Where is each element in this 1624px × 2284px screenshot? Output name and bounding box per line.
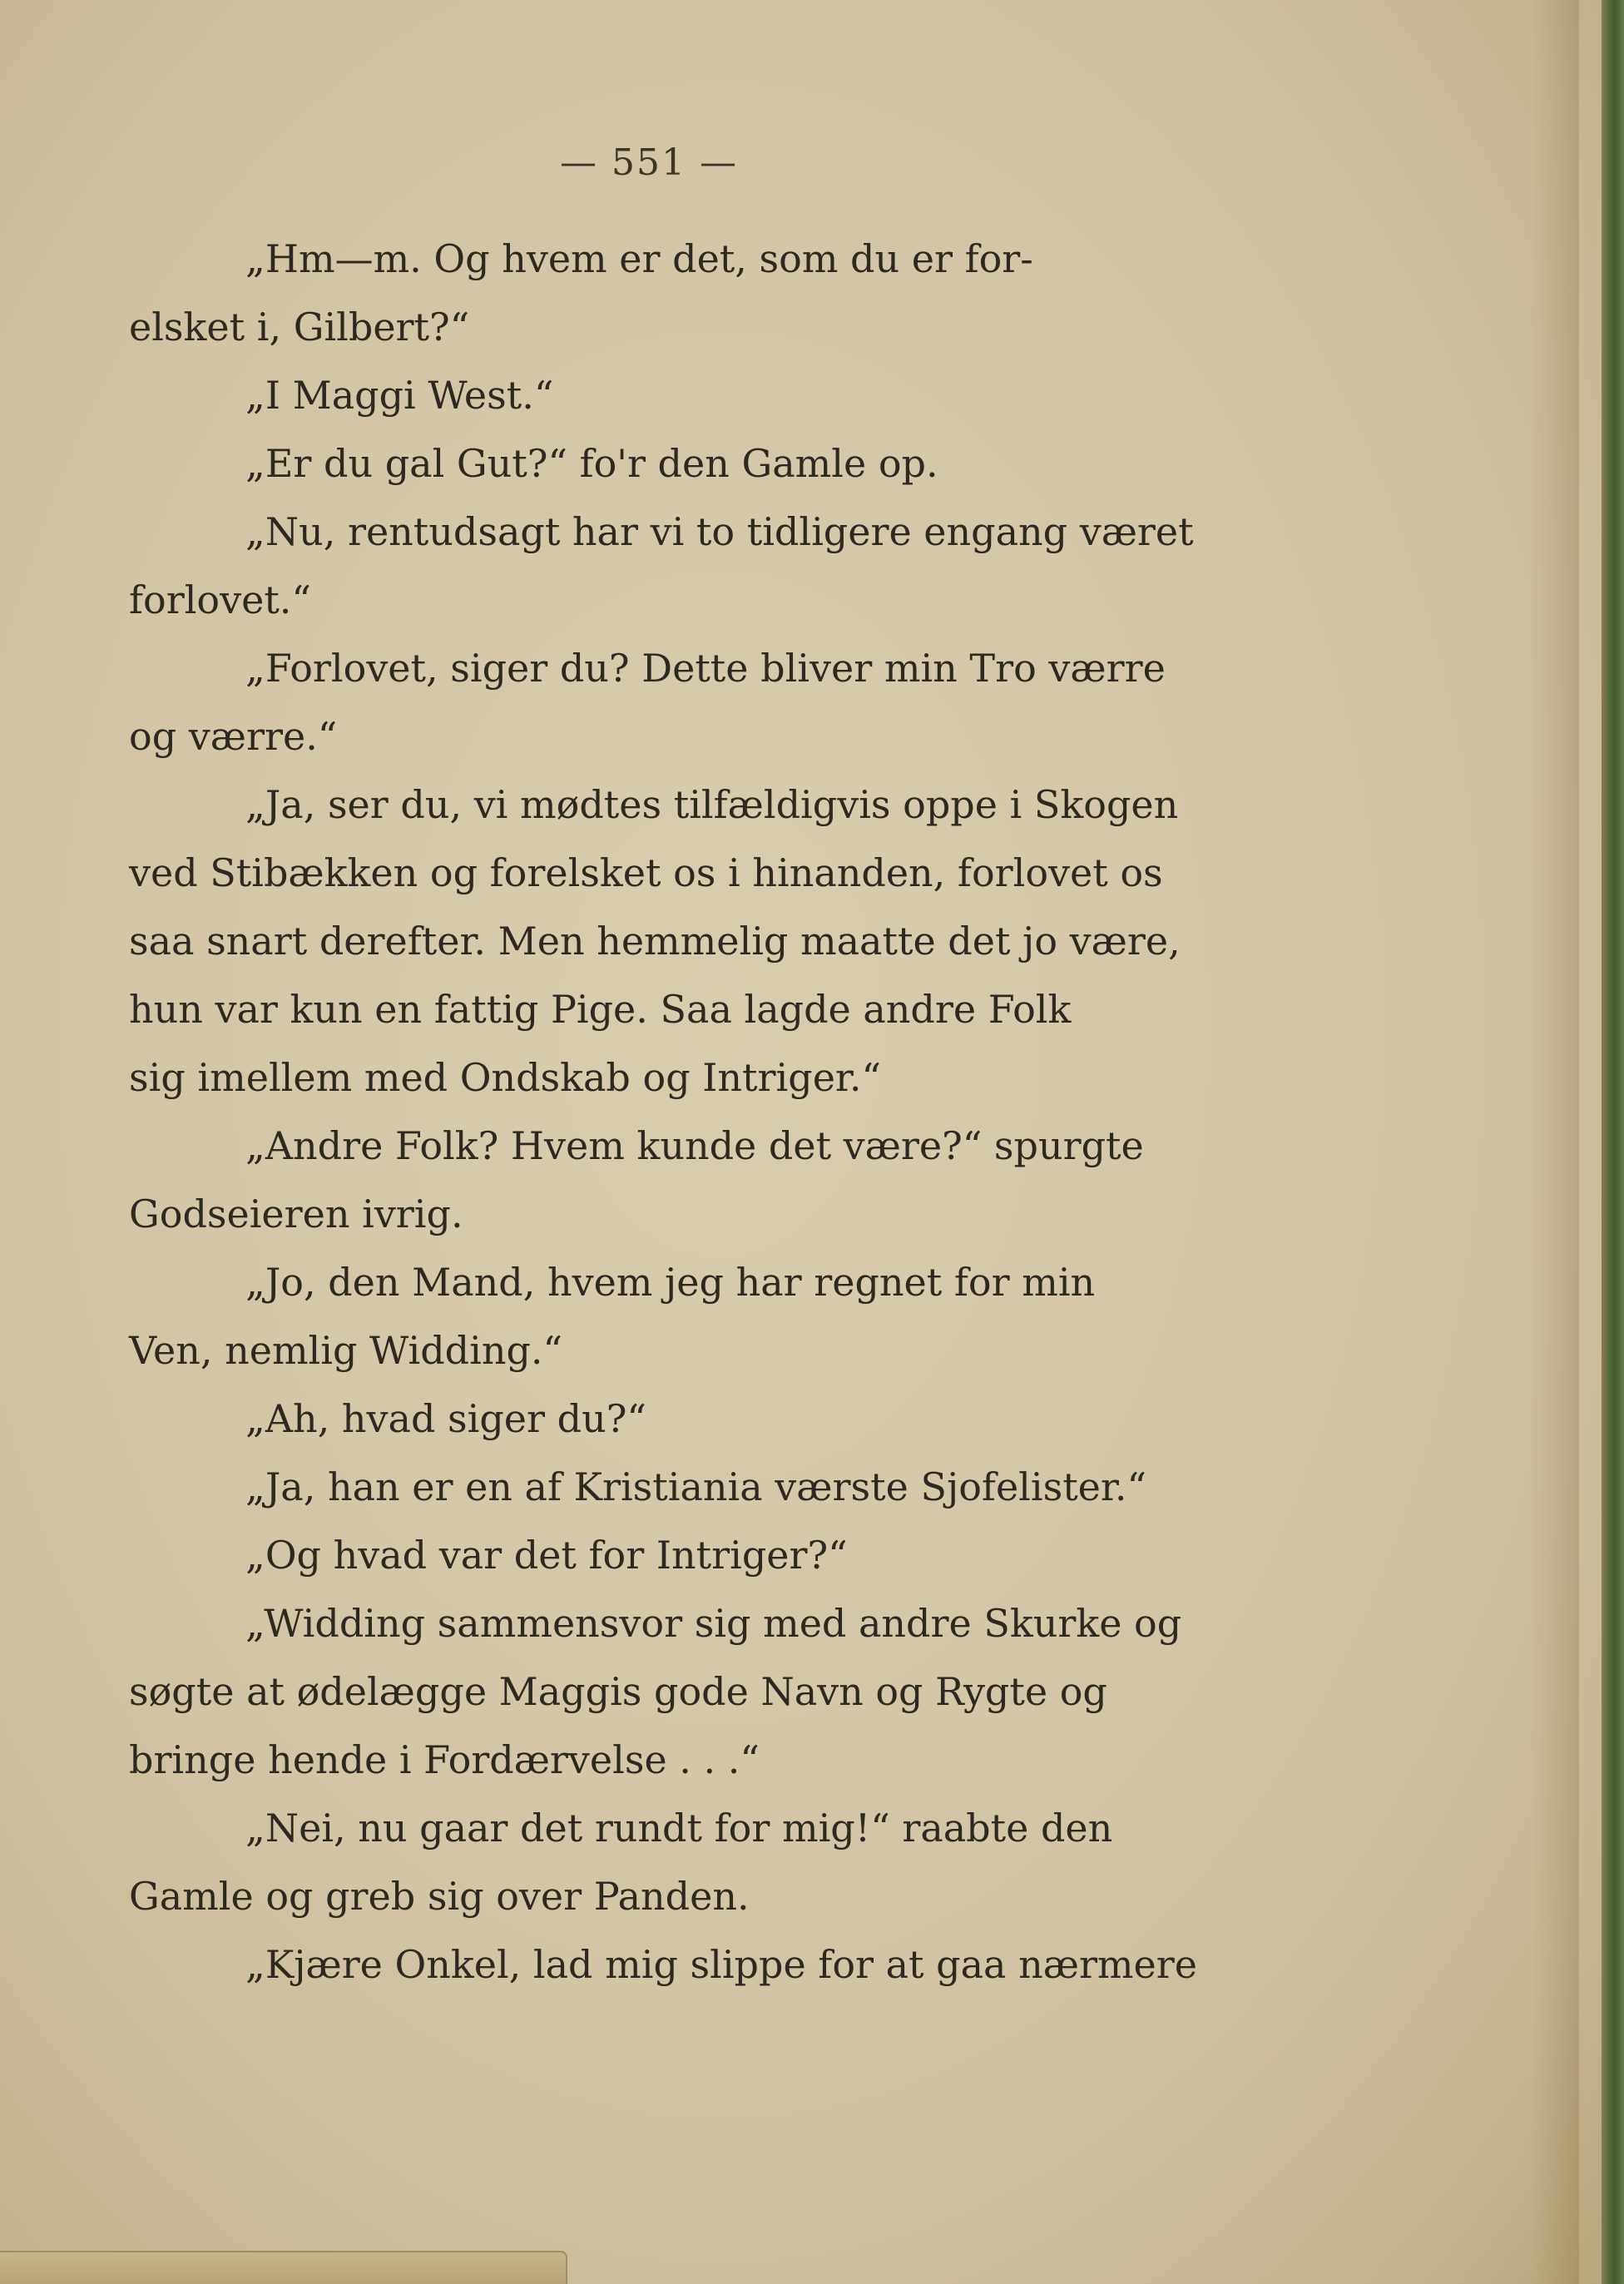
text-line: „Nei, nu gaar det rundt for mig!“ raabte den	[245, 1806, 1113, 1850]
text-line: Godseieren ivrig.	[129, 1192, 463, 1236]
text-line: „Jo, den Mand, hvem jeg har regnet for min	[245, 1260, 1096, 1305]
page-number: — 551 —	[560, 141, 738, 184]
text-line: „Hm—m. Og hvem er det, som du er for-	[245, 236, 1033, 281]
body-text	[129, 225, 1211, 1999]
page-shadow	[1529, 0, 1579, 2284]
text-line: sig imellem med Ondskab og Intriger.“	[129, 1055, 881, 1100]
text-line: og værre.“	[129, 714, 338, 759]
next-page-edge	[0, 2251, 567, 2284]
text-line: „Er du gal Gut?“ fo'r den Gamle op.	[245, 441, 938, 486]
text-line: saa snart derefter. Men hemmelig maatte det jo være,	[129, 919, 1181, 964]
book-cover-edge	[1602, 0, 1624, 2284]
text-line: „Ja, han er en af Kristiania værste Sjofelister.“	[245, 1464, 1146, 1509]
text-line: „Kjære Onkel, lad mig slippe for at gaa nærmere	[245, 1942, 1197, 1987]
text-line: ved Stibækken og forelsket os i hinanden, forlovet os	[129, 850, 1163, 895]
text-line: Gamle og greb sig over Panden.	[129, 1874, 750, 1919]
text-line: søgte at ødelægge Maggis gode Navn og Rygte og	[129, 1669, 1107, 1714]
text-line: Ven, nemlig Widding.“	[129, 1328, 563, 1373]
text-line: „Andre Folk? Hvem kunde det være?“ spurgte	[245, 1123, 1144, 1168]
text-line: forlovet.“	[129, 577, 311, 622]
text-line: „Forlovet, siger du? Dette bliver min Tro værre	[245, 646, 1166, 691]
text-line: „I Maggi West.“	[245, 373, 554, 418]
text-line: „Widding sammensvor sig med andre Skurke og	[245, 1601, 1182, 1646]
text-line: bringe hende i Fordærvelse . . .“	[129, 1737, 760, 1782]
text-line: „Og hvad var det for Intriger?“	[245, 1533, 848, 1578]
text-line: „Ja, ser du, vi mødtes tilfældigvis oppe i Skogen	[245, 782, 1179, 827]
text-line: „Ah, hvad siger du?“	[245, 1396, 646, 1441]
text-line: hun var kun en fattig Pige. Saa lagde andre Folk	[129, 987, 1072, 1032]
text-line: „Nu, rentudsagt har vi to tidligere engang været	[245, 509, 1194, 554]
text-line: elsket i, Gilbert?“	[129, 305, 470, 349]
